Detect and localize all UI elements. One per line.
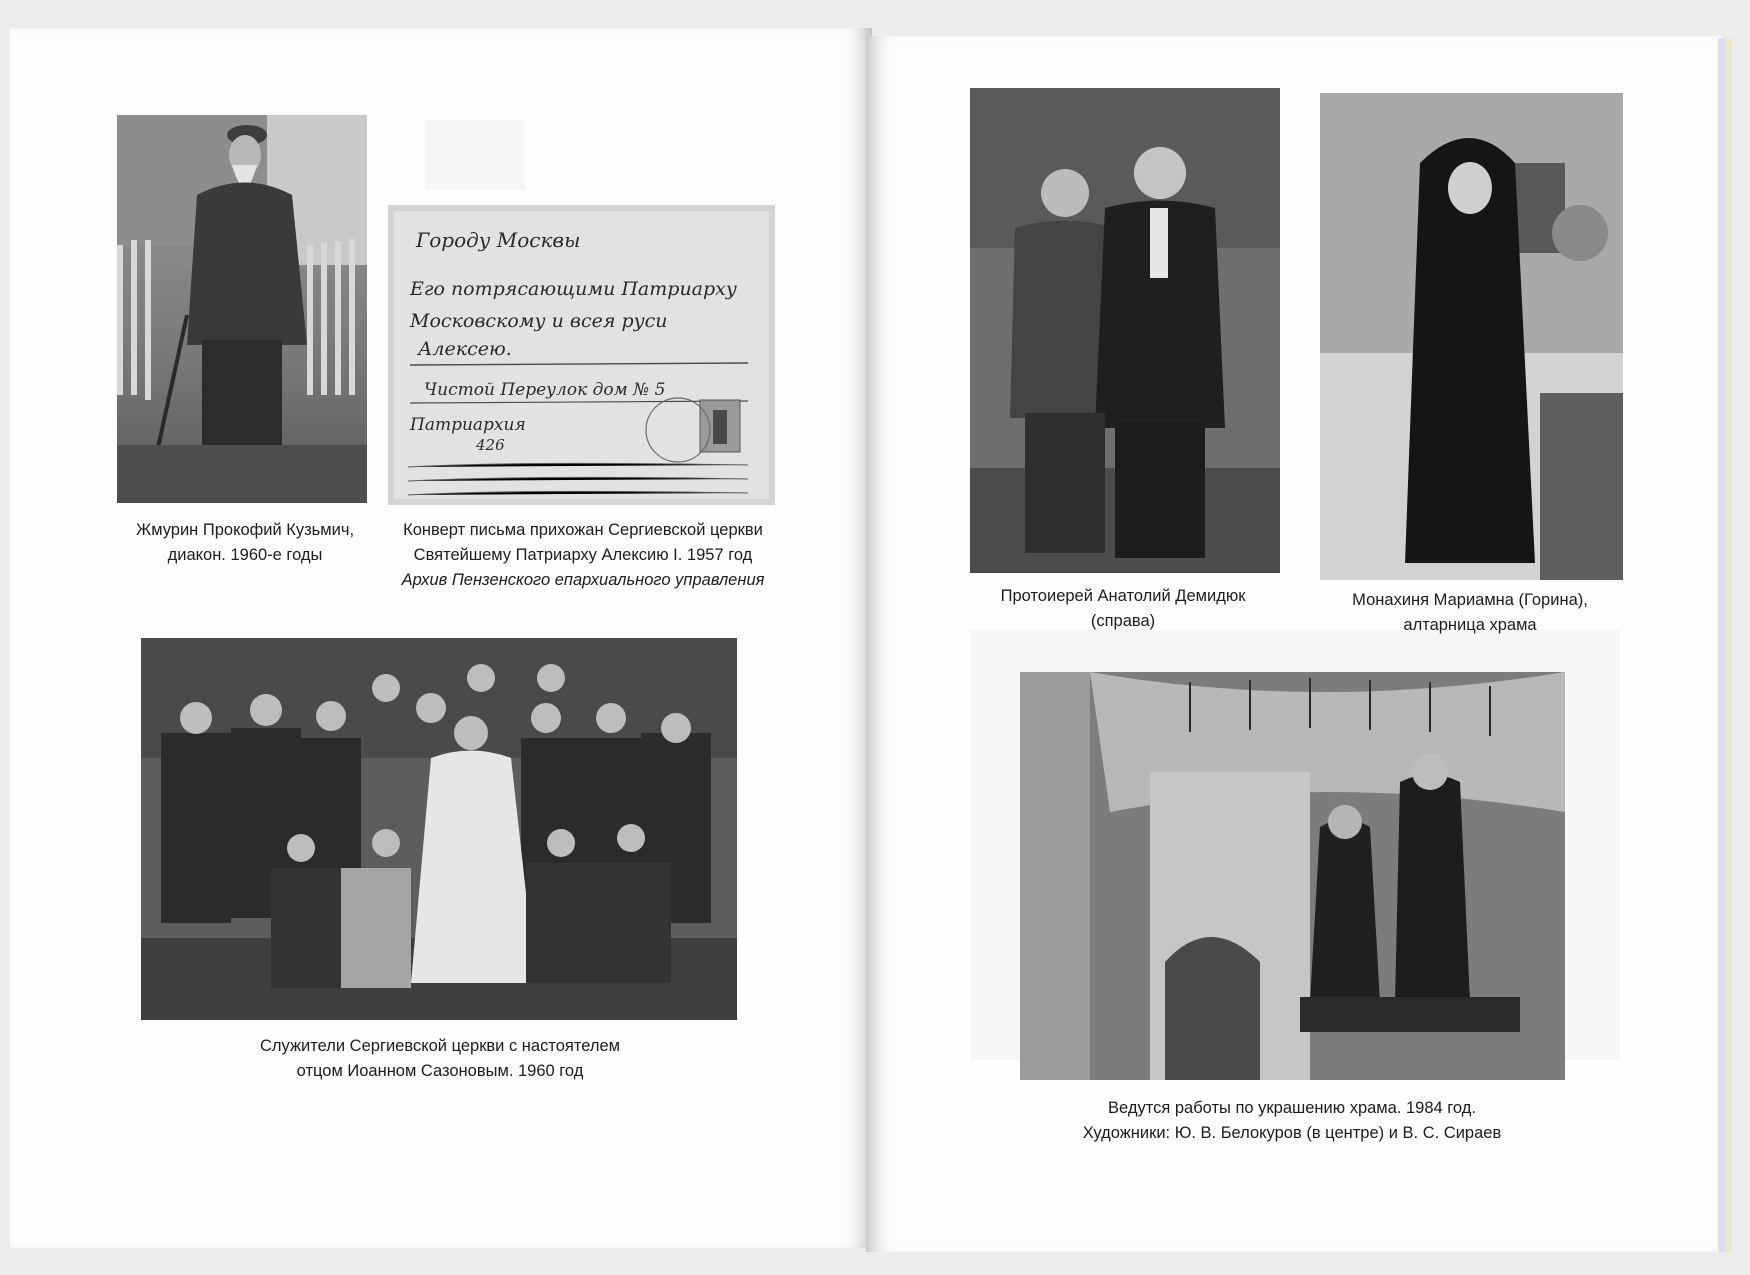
artists-photo-image xyxy=(1020,672,1565,1080)
caption-deacon xyxy=(105,518,385,568)
caption-line: диакон. 1960-е годы xyxy=(167,546,323,564)
caption-line: Святейшему Патриарху Алексию I. 1957 год xyxy=(413,546,753,564)
caption-line: Конверт письма прихожан Сергиевской церкви xyxy=(403,521,763,539)
photo-artists xyxy=(1020,672,1565,1080)
caption-source: Архив Пензенского епархиального управления xyxy=(401,571,765,589)
envelope-handwriting: Его потрясающими Патриарху xyxy=(410,278,737,300)
envelope-handwriting: Городу Москвы xyxy=(416,228,581,252)
envelope-image xyxy=(388,205,775,505)
envelope-handwriting: Московскому и всея руси xyxy=(410,310,668,332)
group-photo-image xyxy=(141,638,737,1020)
caption-line: Ведутся работы по украшению храма. 1984 год. xyxy=(1108,1099,1476,1117)
caption-line: (справа) xyxy=(1090,612,1156,630)
caption-line: алтарница храма xyxy=(1403,616,1537,634)
caption-envelope xyxy=(378,518,788,593)
photo-deacon xyxy=(117,115,367,503)
photo-deacon-image xyxy=(117,115,367,503)
caption-artists xyxy=(1002,1096,1582,1146)
priest-photo-image xyxy=(970,88,1280,573)
caption-group xyxy=(210,1034,670,1084)
photo-priest xyxy=(970,88,1280,573)
envelope-handwriting: Чистой Переулок дом № 5 xyxy=(424,380,666,400)
caption-line: Протоиерей Анатолий Демидюк xyxy=(1000,587,1246,605)
caption-line: Монахиня Мариамна (Горина), xyxy=(1352,591,1588,609)
photo-nun xyxy=(1320,93,1623,580)
caption-line: Художники: Ю. В. Белокуров (в центре) и В. С. Сираев xyxy=(1082,1124,1502,1142)
caption-priest xyxy=(968,584,1278,634)
page-edge xyxy=(1718,38,1732,1252)
photo-group xyxy=(141,638,737,1020)
caption-line: Жмурин Прокофий Кузьмич, xyxy=(135,521,355,539)
envelope-handwriting: Патриархия xyxy=(410,415,526,435)
caption-nun xyxy=(1315,588,1625,638)
envelope-handwriting: Алексею. xyxy=(418,338,512,360)
nun-photo-image xyxy=(1320,93,1623,580)
caption-line: отцом Иоанном Сазоновым. 1960 год xyxy=(296,1062,584,1080)
show-through-ghost xyxy=(425,120,525,190)
caption-line: Служители Сергиевской церкви с настоятелем xyxy=(260,1037,620,1055)
envelope-handwriting: 426 xyxy=(476,436,505,454)
photo-envelope xyxy=(388,205,775,505)
